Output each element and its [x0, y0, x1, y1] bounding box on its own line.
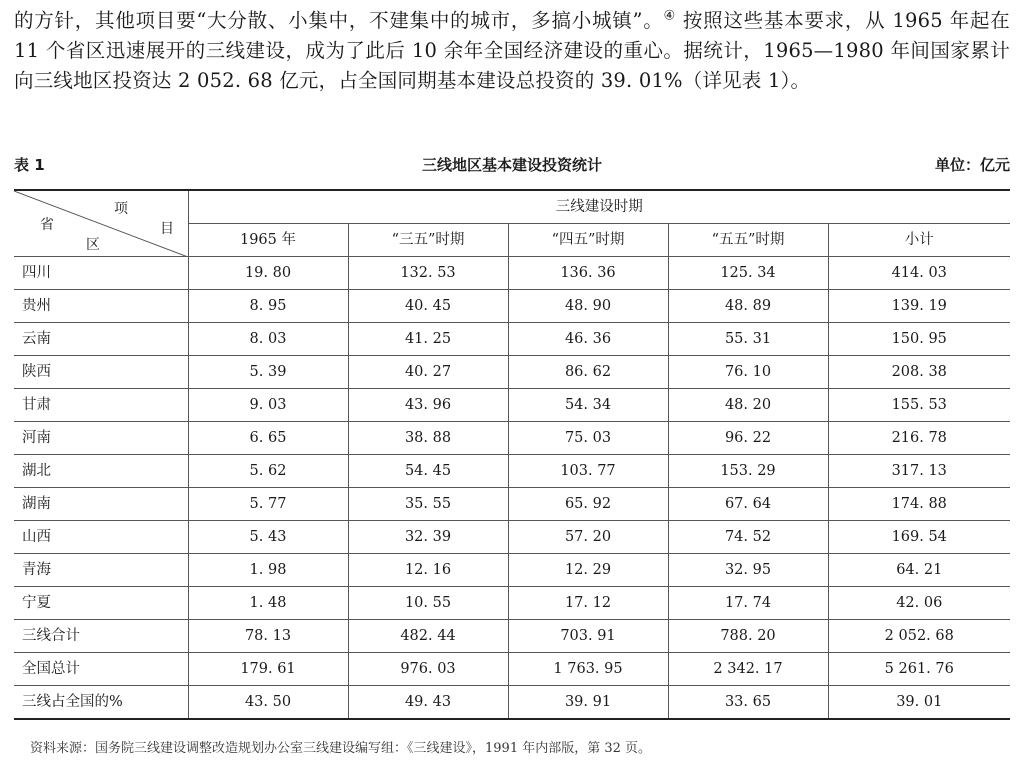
table-row [14, 323, 1010, 356]
table-row [14, 554, 1010, 587]
body-paragraph [14, 6, 1010, 96]
table-cell: 57. 20 [508, 521, 668, 554]
table-row [14, 587, 1010, 620]
table-cell: 179. 61 [188, 653, 348, 686]
table-cell: 41. 25 [348, 323, 508, 356]
source-note: 资料来源：国务院三线建设调整改造规划办公室三线建设编写组：《三线建设》，1991 年内部版，第 32 页。 [30, 741, 652, 756]
table-cell: 35. 55 [348, 488, 508, 521]
table-cell: 976. 03 [348, 653, 508, 686]
table-cell: 8. 03 [188, 323, 348, 356]
table-cell: 65. 92 [508, 488, 668, 521]
column-header: 1965 年 [188, 224, 348, 257]
table-cell: 48. 90 [508, 290, 668, 323]
corner-header-cell [14, 190, 188, 257]
table-cell: 48. 20 [668, 389, 828, 422]
table-cell: 42. 06 [828, 587, 1010, 620]
table-cell: 317. 13 [828, 455, 1010, 488]
column-header: “四五”时期 [508, 224, 668, 257]
table-cell: 5. 62 [188, 455, 348, 488]
corner-label-top: 项 [114, 201, 128, 217]
table-caption [14, 152, 1010, 176]
table-row [14, 422, 1010, 455]
table-cell: 96. 22 [668, 422, 828, 455]
header-row-group [14, 190, 1010, 224]
table-row [14, 653, 1010, 686]
table-cell: 32. 95 [668, 554, 828, 587]
column-header: “三五”时期 [348, 224, 508, 257]
group-header: 三线建设时期 [188, 190, 1010, 224]
table-cell: 76. 10 [668, 356, 828, 389]
table-cell: 414. 03 [828, 257, 1010, 290]
table-row [14, 455, 1010, 488]
table-cell: 153. 29 [668, 455, 828, 488]
table-label: 表 1 [14, 156, 45, 174]
row-label: 全国总计 [14, 653, 188, 686]
table-cell: 49. 43 [348, 686, 508, 720]
table-row [14, 257, 1010, 290]
table-cell: 55. 31 [668, 323, 828, 356]
table-cell: 38. 88 [348, 422, 508, 455]
table-cell: 8. 95 [188, 290, 348, 323]
row-label: 三线占全国的% [14, 686, 188, 720]
table-cell: 40. 45 [348, 290, 508, 323]
table-row [14, 290, 1010, 323]
row-label: 三线合计 [14, 620, 188, 653]
table-cell: 12. 29 [508, 554, 668, 587]
corner-label-left: 省 [40, 217, 54, 233]
column-header: “五五”时期 [668, 224, 828, 257]
table-cell: 5. 77 [188, 488, 348, 521]
table-cell: 78. 13 [188, 620, 348, 653]
corner-label-bottom: 区 [86, 237, 100, 253]
table-cell: 139. 19 [828, 290, 1010, 323]
row-label: 四川 [14, 257, 188, 290]
table-row [14, 620, 1010, 653]
table-cell: 216. 78 [828, 422, 1010, 455]
table-cell: 5 261. 76 [828, 653, 1010, 686]
table-cell: 788. 20 [668, 620, 828, 653]
table-cell: 17. 12 [508, 587, 668, 620]
table-cell: 39. 01 [828, 686, 1010, 720]
table-cell: 2 052. 68 [828, 620, 1010, 653]
table-cell: 155. 53 [828, 389, 1010, 422]
table-cell: 9. 03 [188, 389, 348, 422]
table-cell: 39. 91 [508, 686, 668, 720]
corner-label-top2: 目 [160, 221, 174, 237]
row-label: 云南 [14, 323, 188, 356]
table-cell: 208. 38 [828, 356, 1010, 389]
row-label: 宁夏 [14, 587, 188, 620]
table-cell: 5. 43 [188, 521, 348, 554]
investment-table [14, 189, 1010, 720]
table-cell: 54. 34 [508, 389, 668, 422]
row-label: 青海 [14, 554, 188, 587]
table-row [14, 389, 1010, 422]
row-label: 陕西 [14, 356, 188, 389]
table-cell: 17. 74 [668, 587, 828, 620]
table-cell: 48. 89 [668, 290, 828, 323]
row-label: 湖北 [14, 455, 188, 488]
table-cell: 174. 88 [828, 488, 1010, 521]
table-cell: 6. 65 [188, 422, 348, 455]
footnote-marker[interactable]: ④ [663, 8, 676, 24]
table-cell: 12. 16 [348, 554, 508, 587]
table-cell: 33. 65 [668, 686, 828, 720]
table-row [14, 521, 1010, 554]
table-cell: 54. 45 [348, 455, 508, 488]
table-row [14, 686, 1010, 720]
table-cell: 46. 36 [508, 323, 668, 356]
table-cell: 132. 53 [348, 257, 508, 290]
row-label: 甘肃 [14, 389, 188, 422]
table-cell: 32. 39 [348, 521, 508, 554]
column-header: 小计 [828, 224, 1010, 257]
table-cell: 67. 64 [668, 488, 828, 521]
table-cell: 1 763. 95 [508, 653, 668, 686]
table-cell: 103. 77 [508, 455, 668, 488]
table-cell: 136. 36 [508, 257, 668, 290]
table-cell: 43. 96 [348, 389, 508, 422]
row-label: 湖南 [14, 488, 188, 521]
paragraph-text-1: 的方针，其他项目要“大分散、小集中，不建集中的城市，多搞小城镇”。 [14, 9, 664, 32]
table-cell: 75. 03 [508, 422, 668, 455]
table-cell: 150. 95 [828, 323, 1010, 356]
table-title: 三线地区基本建设投资统计 [421, 156, 602, 174]
table-cell: 703. 91 [508, 620, 668, 653]
row-label: 贵州 [14, 290, 188, 323]
table-cell: 40. 27 [348, 356, 508, 389]
paragraph-text-2: 按照这些基本要求，从 1965 年起在 11 个省区迅速展开的三线建设，成为了此后 10 余年全国经济建设的重心。据统计，1965—1980 年间国家累计向三线地区投资达 2 052. 68 亿元，占全国同期基本建设总投资的 39. 01%（详见表 1）。 [14, 9, 1010, 92]
table-cell: 74. 52 [668, 521, 828, 554]
table-cell: 1. 98 [188, 554, 348, 587]
table-unit: 单位：亿元 [934, 156, 1010, 174]
table-cell: 10. 55 [348, 587, 508, 620]
table-cell: 5. 39 [188, 356, 348, 389]
table-cell: 2 342. 17 [668, 653, 828, 686]
row-label: 河南 [14, 422, 188, 455]
table-cell: 169. 54 [828, 521, 1010, 554]
table-cell: 1. 48 [188, 587, 348, 620]
table-cell: 19. 80 [188, 257, 348, 290]
table-cell: 482. 44 [348, 620, 508, 653]
table-row [14, 356, 1010, 389]
table-cell: 43. 50 [188, 686, 348, 720]
table-cell: 64. 21 [828, 554, 1010, 587]
row-label: 山西 [14, 521, 188, 554]
table-cell: 125. 34 [668, 257, 828, 290]
table-cell: 86. 62 [508, 356, 668, 389]
table-row [14, 488, 1010, 521]
